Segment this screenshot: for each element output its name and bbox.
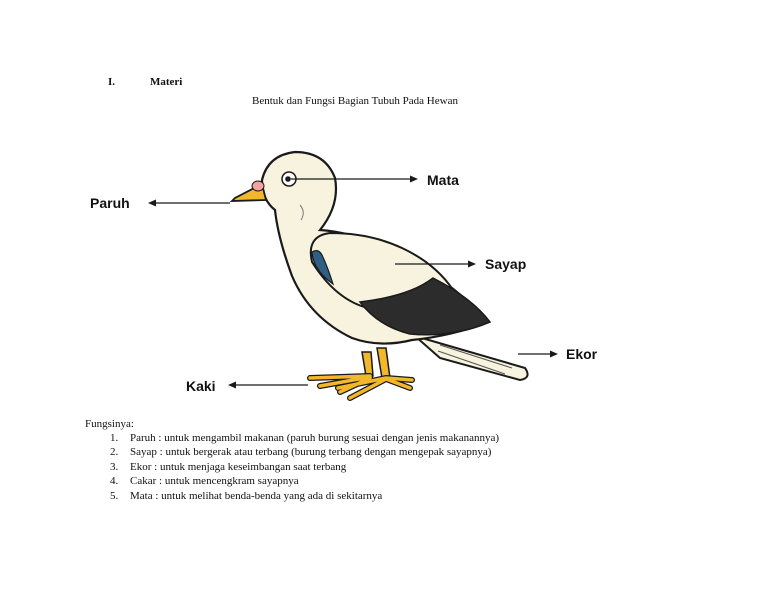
item-number: 1. <box>110 432 119 444</box>
section-number: I. <box>108 76 116 88</box>
item-text: Paruh : untuk mengambil makanan (paruh burung sesuai dengan jenis makanannya) <box>130 432 500 444</box>
label-paruh: Paruh <box>90 195 130 211</box>
bird-tail <box>415 336 528 380</box>
list-item <box>110 445 499 459</box>
list-item <box>110 489 499 503</box>
fungsi-heading: Fungsinya: <box>85 418 134 430</box>
item-text: Cakar : untuk mencengkram sayapnya <box>130 475 299 488</box>
bird-cere <box>252 181 264 191</box>
label-ekor: Ekor <box>566 346 598 362</box>
item-number: 5. <box>110 489 119 502</box>
fungsi-list <box>110 431 499 503</box>
item-number: 4. <box>110 475 119 488</box>
section-title: Materi <box>150 76 183 88</box>
bird-feet <box>310 376 412 398</box>
list-item <box>110 460 499 474</box>
page-subtitle: Bentuk dan Fungsi Bagian Tubuh Pada Hewan <box>252 95 458 107</box>
item-text: Sayap : untuk bergerak atau terbang (burung terbang dengan mengepak sayapnya) <box>130 446 492 459</box>
label-sayap: Sayap <box>485 256 527 272</box>
pointer-paruh <box>148 200 230 207</box>
list-item <box>110 431 499 445</box>
list-item <box>110 474 499 488</box>
label-kaki: Kaki <box>186 378 216 394</box>
section-heading <box>108 76 182 88</box>
label-mata: Mata <box>427 172 459 188</box>
item-text: Ekor : untuk menjaga keseimbangan saat terbang <box>130 460 347 473</box>
item-number: 2. <box>110 446 119 459</box>
item-number: 3. <box>110 460 119 473</box>
item-text: Mata : untuk melihat benda-benda yang ada di sekitarnya <box>130 489 383 502</box>
pointer-kaki <box>228 382 308 389</box>
bird-diagram <box>0 120 768 420</box>
pointer-ekor <box>518 351 558 358</box>
